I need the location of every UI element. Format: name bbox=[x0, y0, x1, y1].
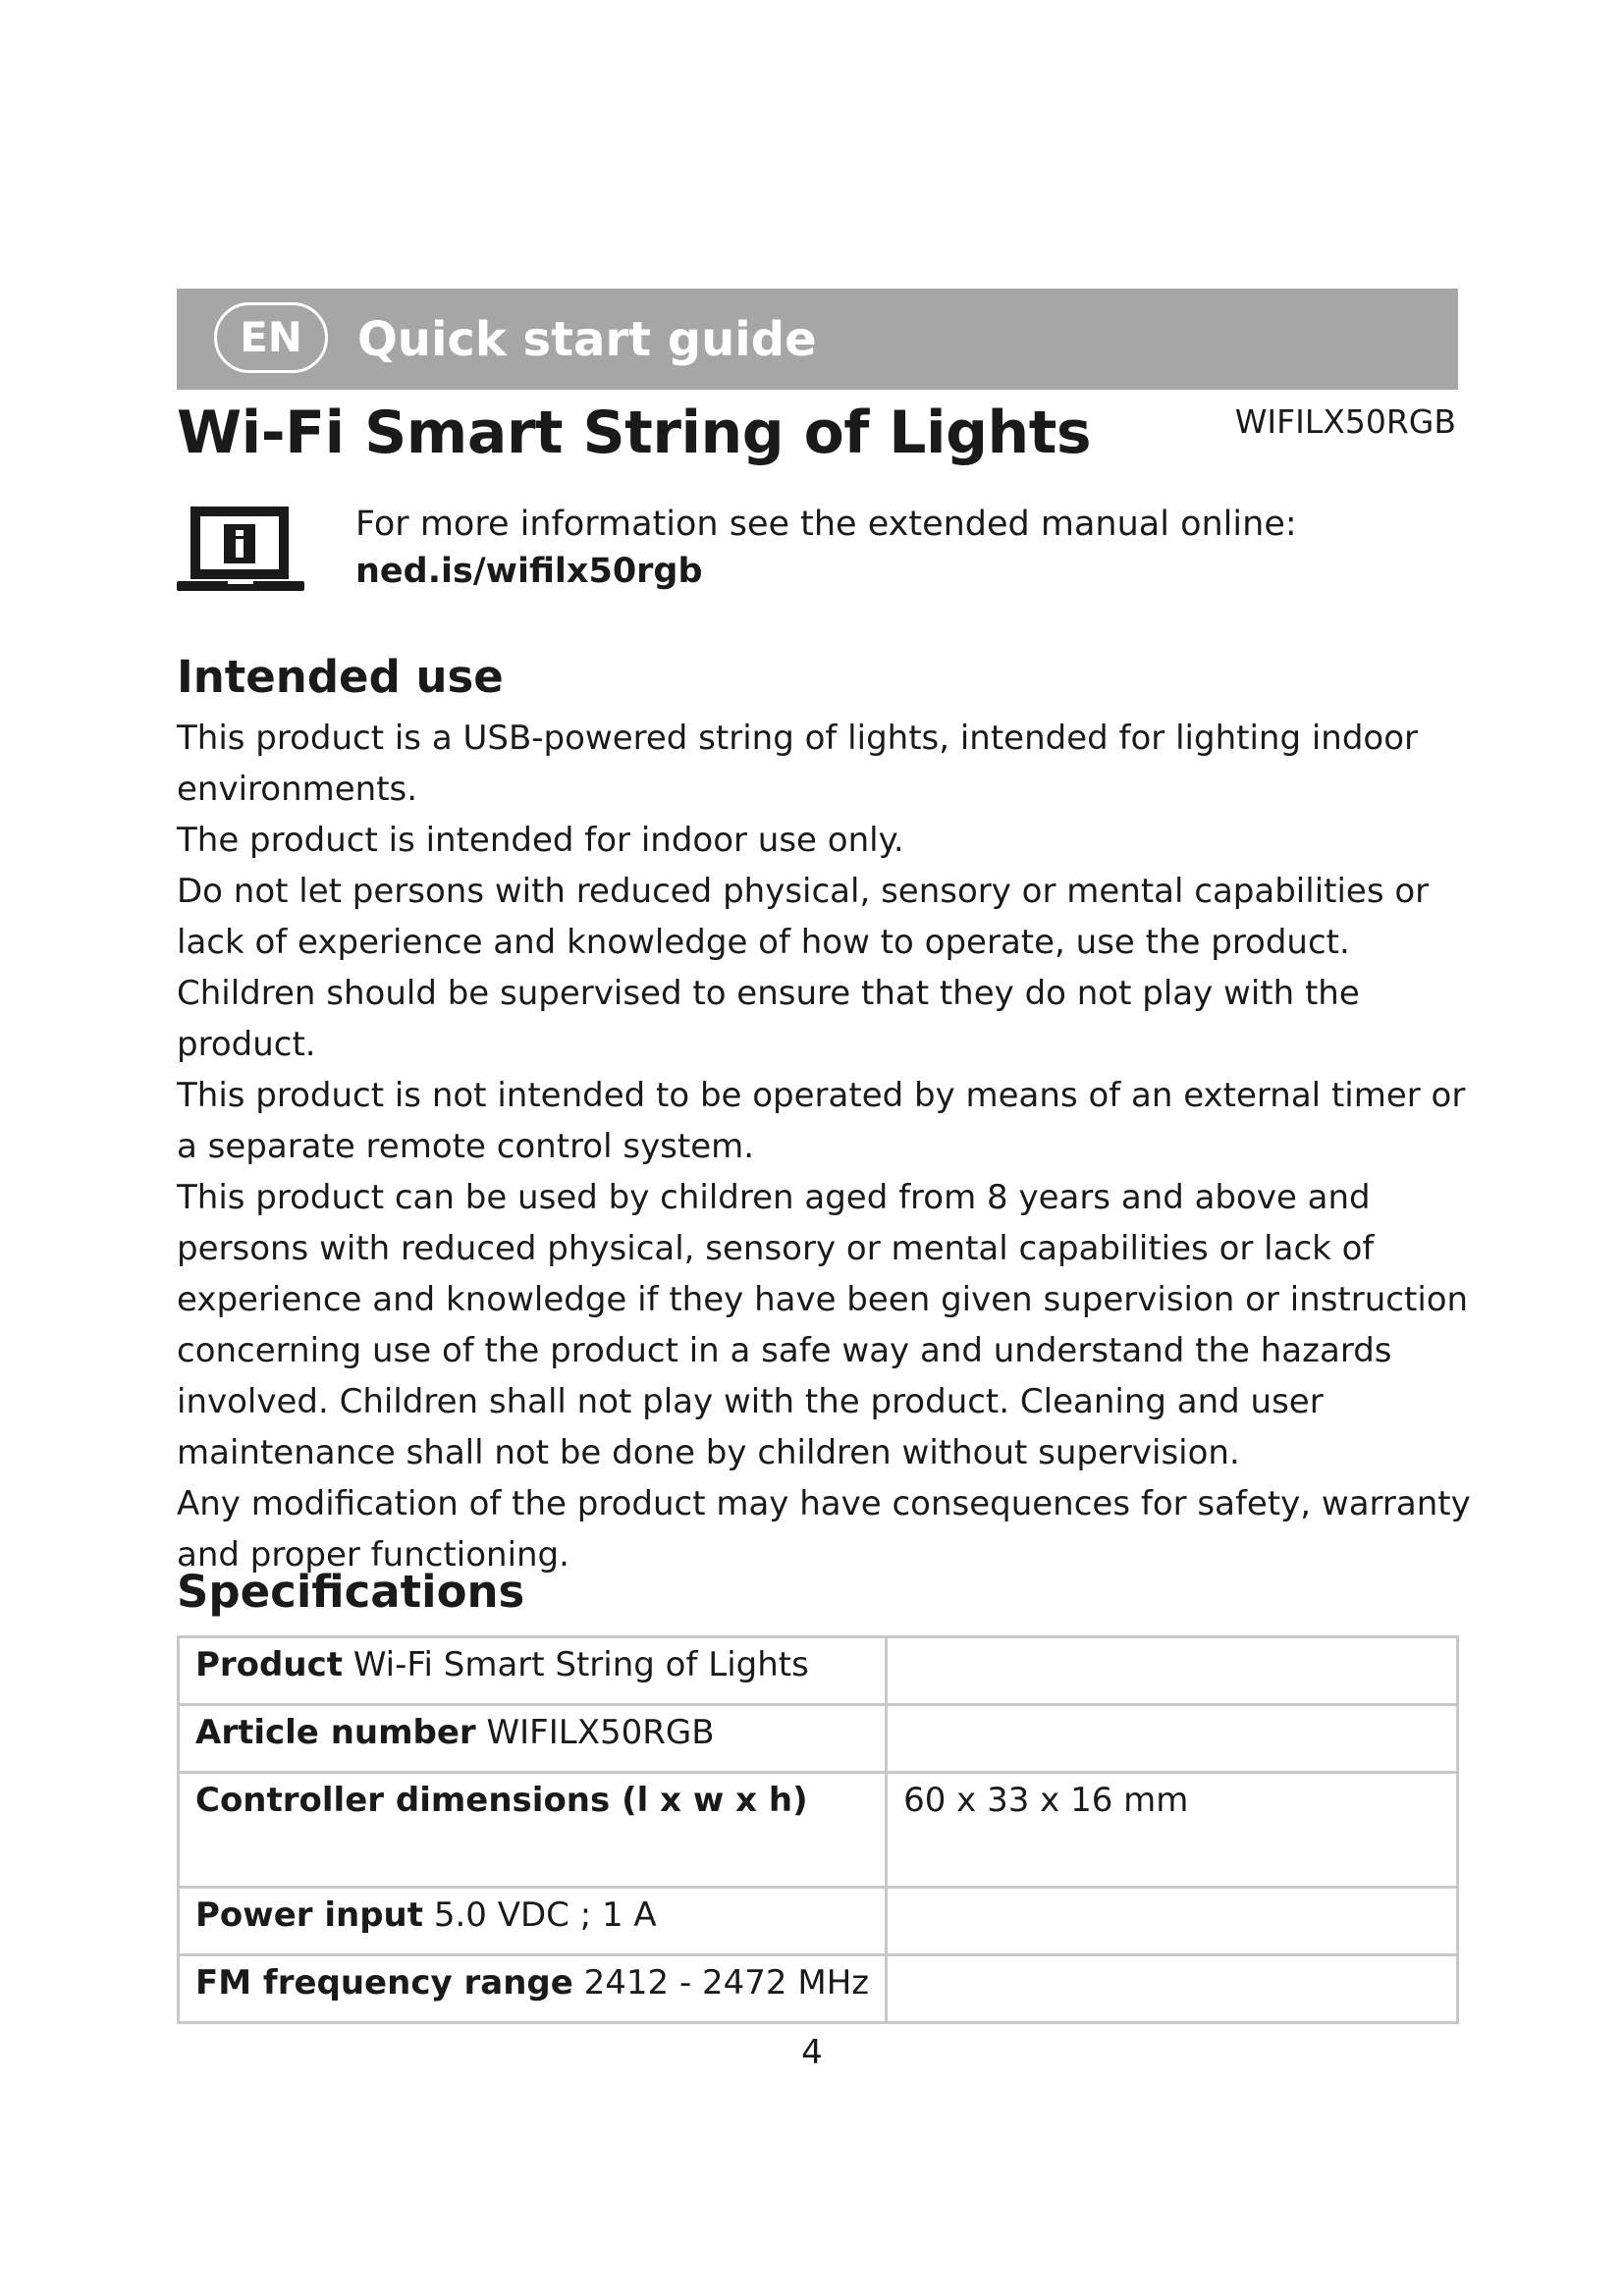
spec-value-cell: 60 x 33 x 16 mm bbox=[887, 1773, 1458, 1888]
spec-label: Power input bbox=[195, 1896, 424, 1935]
laptop-info-icon bbox=[175, 503, 306, 593]
spec-value: WIFILX50RGB bbox=[486, 1713, 715, 1752]
specifications-heading: Specifications bbox=[177, 1566, 525, 1618]
spec-value: Wi-Fi Smart String of Lights bbox=[352, 1645, 809, 1684]
table-row bbox=[179, 1888, 1458, 1955]
intended-use-paragraph: Any modification of the product may have consequences for safety, warranty and proper functioning. bbox=[177, 1484, 1471, 1575]
spec-value: 5.0 VDC ; 1 A bbox=[433, 1896, 657, 1935]
intended-use-paragraph: This product can be used by children aged from 8 years and above and persons with reduced physical, sensory or mental capabilities or lack of experience and knowledge if they have been given supervision or instruction concerning use of the product in a safe way and understand the hazards involved. Children shall not play with the product. Cleaning and user maintenance shall not be done by children without supervision. bbox=[177, 1178, 1469, 1472]
language-badge: EN bbox=[214, 302, 328, 373]
intended-use-paragraph: Children should be supervised to ensure that they do not play with the product. bbox=[177, 974, 1360, 1064]
intended-use-paragraph: This product is not intended to be operated by means of an external timer or a separate remote control system. bbox=[177, 1076, 1466, 1166]
table-row bbox=[179, 1637, 1458, 1705]
spec-label-cell bbox=[179, 1705, 887, 1773]
spec-label-cell bbox=[179, 1637, 887, 1705]
product-title: Wi-Fi Smart String of Lights bbox=[177, 399, 1092, 467]
table-row bbox=[179, 1955, 1458, 2023]
table-row bbox=[179, 1773, 1458, 1888]
manual-link[interactable]: ned.is/wifilx50rgb bbox=[355, 552, 703, 591]
intended-use-body bbox=[177, 713, 1473, 1580]
spec-label-cell bbox=[179, 1888, 887, 1955]
spec-value-cell bbox=[887, 1955, 1458, 2023]
page-number: 4 bbox=[801, 2033, 823, 2072]
spec-value-cell bbox=[887, 1705, 1458, 1773]
guide-title: Quick start guide bbox=[357, 312, 817, 367]
intended-use-paragraph: Do not let persons with reduced physical, sensory or mental capabilities or lack of experience and knowledge of how to operate, use the product. bbox=[177, 872, 1430, 962]
spec-value: 2412 - 2472 MHz bbox=[583, 1963, 870, 2002]
spec-label: Controller dimensions (l x w x h) bbox=[195, 1781, 808, 1820]
article-code: WIFILX50RGB bbox=[1234, 402, 1456, 441]
spec-label: Article number bbox=[195, 1713, 476, 1752]
info-text: For more information see the extended manual online: bbox=[355, 505, 1297, 544]
spec-label: Product bbox=[195, 1645, 343, 1684]
spec-value-cell bbox=[887, 1637, 1458, 1705]
intended-use-heading: Intended use bbox=[177, 651, 504, 703]
intended-use-paragraph: The product is intended for indoor use only. bbox=[177, 821, 904, 860]
intended-use-paragraph: This product is a USB-powered string of lights, intended for lighting indoor environments. bbox=[177, 719, 1418, 809]
guide-header-band bbox=[177, 289, 1458, 390]
specifications-table bbox=[177, 1635, 1459, 2024]
spec-value-cell bbox=[887, 1888, 1458, 1955]
spec-label-cell bbox=[179, 1955, 887, 2023]
spec-label: FM frequency range bbox=[195, 1963, 573, 2002]
table-row bbox=[179, 1705, 1458, 1773]
spec-label-cell bbox=[179, 1773, 887, 1888]
